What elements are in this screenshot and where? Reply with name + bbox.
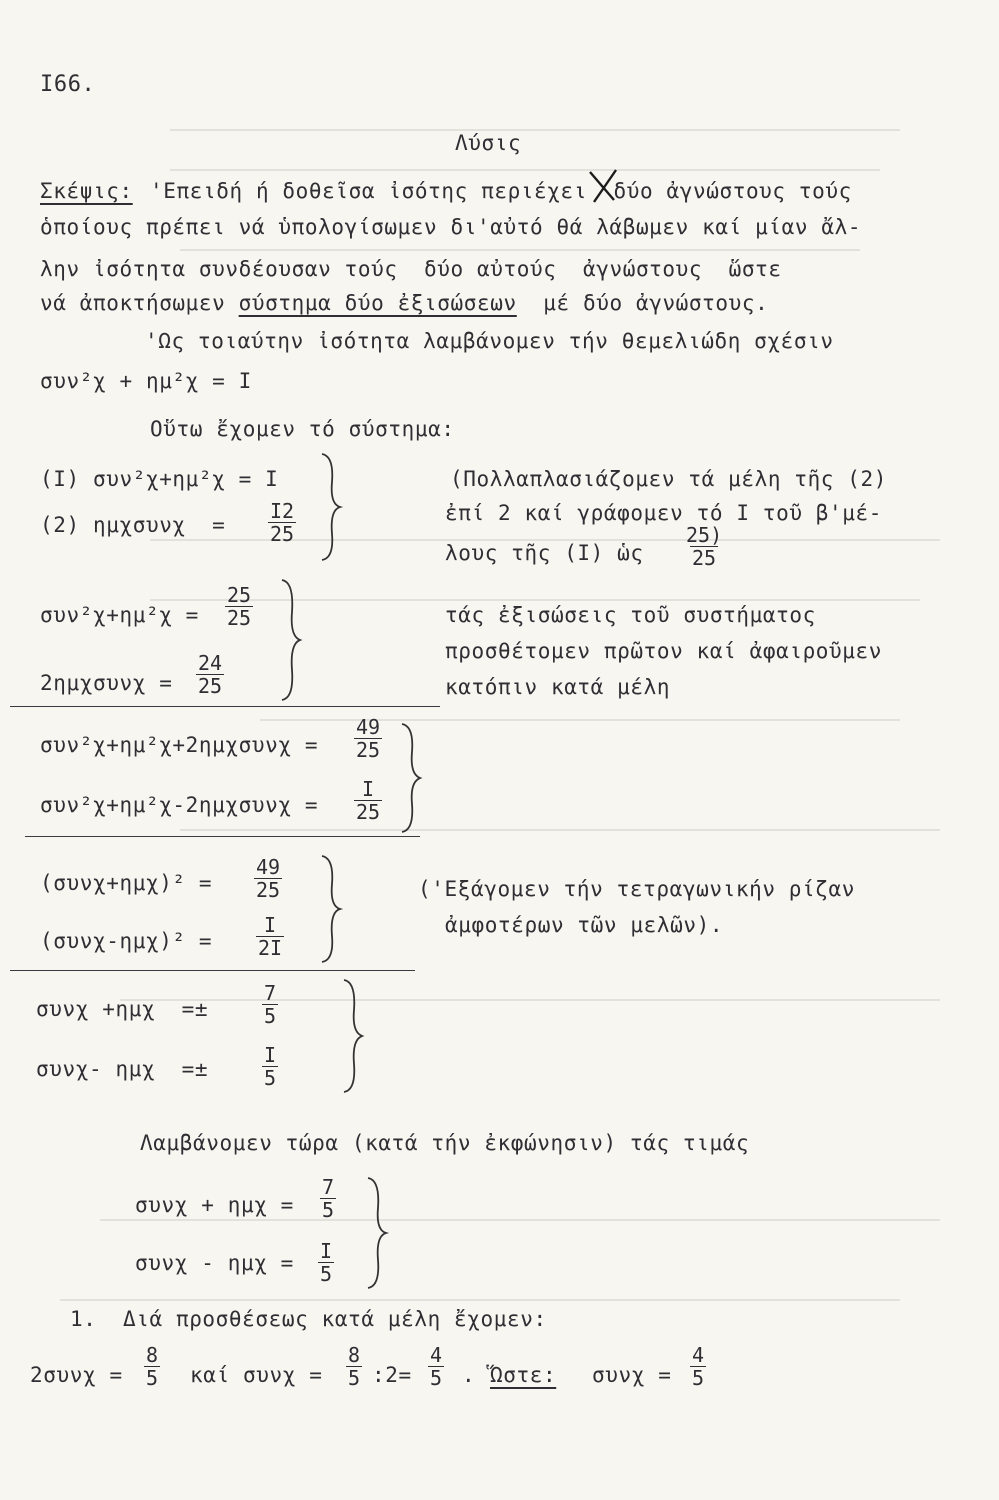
fraction-denominator: 25 <box>356 800 381 824</box>
system-intro: Οὕτω ἔχομεν τό σύστημα: <box>150 417 455 441</box>
step4-eq-2-fraction <box>256 914 284 959</box>
basic-relation-line: 'Ως τοιαύτην ἰσότητα λαμβάνομεν τήν θεμελιώδη σχέσιν <box>145 329 834 353</box>
step3-eq-1: συν²χ+ημ²χ+2ημχσυνχ = <box>40 733 319 757</box>
right-brace <box>318 854 344 964</box>
fraction-numerator: I2 <box>270 499 295 523</box>
fraction-numerator: I <box>320 1239 333 1263</box>
step2-eq-1: συν²χ+ημ²χ = <box>40 603 199 627</box>
step3-eq-1-fraction <box>354 716 382 761</box>
fraction-numerator: 24 <box>198 651 223 675</box>
step6-eq-1-fraction <box>320 1176 336 1221</box>
system-eq-1: (I) συν²χ+ημ²χ = I <box>40 467 279 491</box>
step7-part-d: . <box>462 1363 476 1387</box>
step5-eq-2-fraction <box>262 1044 278 1089</box>
separator-rule <box>10 706 440 707</box>
fraction-denominator: 25 <box>270 522 295 546</box>
fraction-numerator: 7 <box>322 1175 335 1199</box>
step4-eq-1-fraction <box>254 856 282 901</box>
step7-part-a: 2συνχ = <box>30 1363 123 1387</box>
fraction-denominator: 25 <box>256 878 281 902</box>
step7-fraction-c <box>428 1344 444 1389</box>
fraction-numerator: 49 <box>256 855 281 879</box>
step2-note-3: κατόπιν κατά μέλη <box>445 675 671 699</box>
step5-eq-1: συνχ +ημχ =± <box>36 997 209 1021</box>
right-brace <box>398 722 424 834</box>
fraction-numerator: I <box>264 1043 277 1067</box>
step6-eq-1: συνχ + ημχ = <box>135 1193 294 1217</box>
step6-intro: Λαμβάνομεν τώρα (κατά τήν ἐκφώνησιν) τάς τιμάς <box>140 1131 750 1155</box>
fraction-denominator: 25 <box>227 606 252 630</box>
step7-fraction-b <box>346 1344 362 1389</box>
fraction-denominator: 25 <box>198 674 223 698</box>
intro-line-4-end: μέ δύο ἀγνώστους. <box>516 291 769 315</box>
step4-note-2: ἀμφοτέρων τῶν μελῶν). <box>445 913 724 937</box>
fraction-denominator: 5 <box>264 1066 277 1090</box>
right-brace <box>278 578 304 702</box>
fraction-numerator: 49 <box>356 715 381 739</box>
right-brace <box>364 1176 390 1290</box>
intro-line-1: 'Επειδή ή δοθεῖσα ἰσότης περιέχει δύο ἀγνώστους τούς <box>150 179 852 203</box>
fraction-numerator: I <box>264 913 277 937</box>
fraction-numerator: 4 <box>430 1343 443 1367</box>
step2-eq-1-fraction <box>225 584 253 629</box>
system-note-3: λους τῆς (I) ὡς <box>445 541 644 565</box>
step4-eq-2: (συνχ-ημχ)² = <box>40 929 213 953</box>
basic-identity: συν²χ + ημ²χ = I <box>40 369 252 393</box>
fraction-denominator: 25 <box>692 546 717 570</box>
intro-line-4-start: νά ἀποκτήσωμεν <box>40 291 239 315</box>
step7-fraction-f <box>690 1344 706 1389</box>
step3-eq-2-fraction <box>354 778 382 823</box>
step7-part-b: καί συνχ = <box>190 1363 323 1387</box>
fraction-denominator: 5 <box>264 1004 277 1028</box>
separator-rule <box>25 836 420 837</box>
step7-part-e: Ὥστε: <box>490 1363 557 1387</box>
intro-line-4-underlined: σύστημα δύο ἐξισώσεων <box>238 291 517 315</box>
step6-eq-2-fraction <box>318 1240 334 1285</box>
step7-intro: 1. Διά προσθέσεως κατά μέλη ἔχομεν: <box>70 1307 547 1331</box>
fraction-denominator: 2I <box>258 936 283 960</box>
separator-rule <box>10 970 415 971</box>
system-note-2: ἐπί 2 καί γράφομεν τό I τοῦ β'μέ- <box>445 501 883 525</box>
intro-line-3: λην ἰσότητα συνδέουσαν τούς δύο αὐτούς ἀγνώστους ὥστε <box>40 257 782 281</box>
system-eq-2: (2) ημχσυνχ = <box>40 513 226 537</box>
system-eq-2-fraction <box>268 500 296 545</box>
fraction-denominator: 25 <box>356 738 381 762</box>
page-number: I66. <box>40 72 96 97</box>
intro-label: Σκέψις: <box>40 179 133 203</box>
fraction-numerator: 8 <box>348 1343 361 1367</box>
system-note-1: (Πολλαπλασιάζομεν τά μέλη τῆς (2) <box>450 467 888 491</box>
intro-line-2: ὁποίους πρέπει νά ὑπολογίσωμεν δι'αὐτό θά λάβωμεν καί μίαν ἄλ- <box>40 215 862 239</box>
fraction-denominator: 5 <box>146 1366 159 1390</box>
solution-title: Λύσις <box>455 131 522 155</box>
handwritten-x-mark <box>586 168 620 204</box>
step2-note-1: τάς ἐξισώσεις τοῦ συστήματος <box>445 603 816 627</box>
step2-note-2: προσθέτομεν πρῶτον καί ἀφαιροῦμεν <box>445 639 883 663</box>
step5-eq-1-fraction <box>262 982 278 1027</box>
step6-eq-2: συνχ - ημχ = <box>135 1251 294 1275</box>
step7-part-c: :2= <box>372 1363 412 1387</box>
step2-eq-2: 2ημχσυνχ = <box>40 671 173 695</box>
step7-part-f: συνχ = <box>592 1363 672 1387</box>
fraction-denominator: 5 <box>348 1366 361 1390</box>
intro-line-4 <box>40 290 768 316</box>
fraction-numerator: 25) <box>686 523 723 547</box>
step7-fraction-a <box>144 1344 160 1389</box>
step4-note-1: ('Εξάγομεν τήν τετραγωνικήν ρίζαν <box>418 877 856 901</box>
fraction-denominator: 5 <box>430 1366 443 1390</box>
fraction-numerator: 7 <box>264 981 277 1005</box>
right-brace <box>340 978 366 1094</box>
step5-eq-2: συνχ- ημχ =± <box>36 1057 209 1081</box>
step3-eq-2: συν²χ+ημ²χ-2ημχσυνχ = <box>40 793 319 817</box>
fraction-denominator: 5 <box>322 1198 335 1222</box>
right-brace <box>318 452 344 562</box>
fraction-numerator: I <box>362 777 375 801</box>
fraction-numerator: 4 <box>692 1343 705 1367</box>
system-note-fraction <box>684 524 724 569</box>
step2-eq-2-fraction <box>196 652 224 697</box>
fraction-numerator: 8 <box>146 1343 159 1367</box>
fraction-denominator: 5 <box>692 1366 705 1390</box>
fraction-denominator: 5 <box>320 1262 333 1286</box>
fraction-numerator: 25 <box>227 583 252 607</box>
step4-eq-1: (συνχ+ημχ)² = <box>40 871 213 895</box>
